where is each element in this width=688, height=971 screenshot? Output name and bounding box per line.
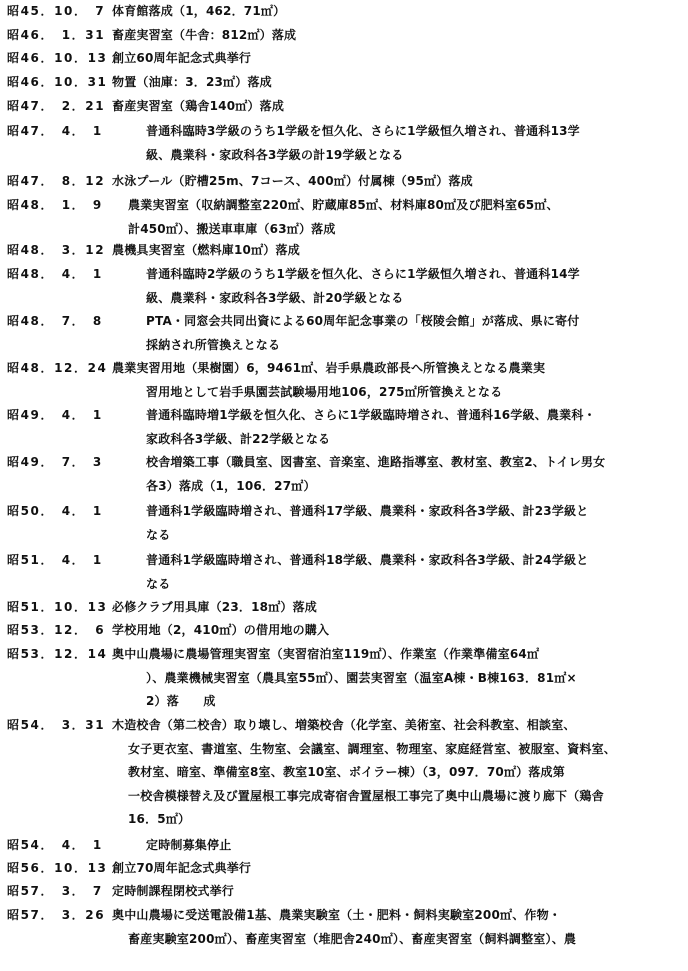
entry-text-line: 普通科臨時増1学級を恒久化、さらに1学級臨時増され、普通科16学級、農業科・ <box>146 408 596 422</box>
entry-date: 昭53．12．14 <box>7 647 108 661</box>
entry-date: 昭48． 7． 8 <box>7 314 103 328</box>
entry-date: 昭47． 2．21 <box>7 99 106 113</box>
entry-text-line: 木造校舎（第二校舎）取り壊し、増築校舎（化学室、美術室、社会科教室、相談室、 <box>112 718 576 732</box>
entry-date: 昭47． 4． 1 <box>7 124 103 138</box>
entry-text-line: 学校用地（2，410㎡）の借用地の購入 <box>112 623 330 637</box>
entry-date: 昭50． 4． 1 <box>7 504 103 518</box>
entry-text-line: 各3）落成（1，106．27㎡） <box>146 478 316 493</box>
entry-date: 昭49． 4． 1 <box>7 408 103 422</box>
entry-text-line: ）、農業機械実習室（農具室55㎡）、園芸実習室（温室A棟・B棟163．81㎡× <box>146 670 577 685</box>
entry-text-line: 普通科1学級臨時増され、普通科18学級、農業科・家政科各3学級、計24学級と <box>146 553 589 567</box>
entry-text-line: 水泳プール（貯槽25m、7コース、400㎡）付属棟（95㎡）落成 <box>112 174 473 188</box>
entry-text-line: 女子更衣室、書道室、生物室、会議室、調理室、物理室、家庭経営室、被服室、資料室、 <box>128 741 617 756</box>
entry-text-line: 必修クラブ用具庫（23．18㎡）落成 <box>112 600 317 614</box>
entry-text-line: 奥中山農場に農場管理実習室（実習宿泊室119㎡）、作業室（作業準備室64㎡ <box>112 647 540 661</box>
entry-date: 昭46．10．13 <box>7 51 108 65</box>
entry-text-line: 定時制課程閉校式挙行 <box>112 884 235 898</box>
entry-text-line: 普通科臨時3学級のうち1学級を恒久化、さらに1学級恒久増され、普通科13学 <box>146 124 580 138</box>
entry-text-line: 2）落 成 <box>146 694 216 708</box>
entry-text-line: 一校舎模様替え及び置屋根工事完成寄宿舎置屋根工事完了奥中山農場に渡り廊下（鶏舎 <box>128 788 604 803</box>
entry-text-line: 農機具実習室（燃料庫10㎡）落成 <box>112 243 300 257</box>
entry-text-line: 採納され所管換えとなる <box>146 337 281 352</box>
entry-date: 昭57． 3． 7 <box>7 884 103 898</box>
entry-text-line: 計450㎡）、搬送車車庫（63㎡）落成 <box>128 221 336 236</box>
entry-text-line: なる <box>146 576 171 591</box>
entry-text-line: 習用地として岩手県園芸試験場用地106，275㎡所管換えとなる <box>146 384 503 399</box>
entry-text-line: 奥中山農場に受送電設備1基、農業実験室（土・肥料・飼料実験室200㎡、作物・ <box>112 908 562 922</box>
entry-date: 昭48． 4． 1 <box>7 267 103 281</box>
entry-text-line: 家政科各3学級、計22学級となる <box>146 431 331 446</box>
entry-text-line: 教材室、暗室、準備室8室、教室10室、ボイラー棟）（3，097．70㎡）落成第 <box>128 765 565 779</box>
entry-date: 昭46． 1．31 <box>7 28 106 42</box>
entry-text-line: 創立60周年記念式典挙行 <box>112 51 252 65</box>
entry-date: 昭56．10．13 <box>7 861 108 875</box>
entry-date: 昭45．10． 7 <box>7 4 106 18</box>
entry-date: 昭48． 3．12 <box>7 243 106 257</box>
entry-text-line: 畜産実習室（牛舎：812㎡）落成 <box>112 28 297 42</box>
entry-text-line: 普通科1学級臨時増され、普通科17学級、農業科・家政科各3学級、計23学級と <box>146 504 589 518</box>
entry-text-line: なる <box>146 527 171 542</box>
entry-text-line: 普通科臨時2学級のうち1学級を恒久化、さらに1学級恒久増され、普通科14学 <box>146 267 580 281</box>
entry-date: 昭54． 3．31 <box>7 718 106 732</box>
entry-text-line: 定時制募集停止 <box>146 838 232 852</box>
entry-date: 昭49． 7． 3 <box>7 455 103 469</box>
entry-text-line: PTA・同窓会共同出資による60周年記念事業の「桜陵会館」が落成、県に寄付 <box>146 314 580 328</box>
entry-text-line: 農業実習用地（果樹園）6，9461㎡、岩手県農政部長へ所管換えとなる農業実 <box>112 361 546 375</box>
entry-date: 昭57． 3．26 <box>7 908 106 922</box>
entry-text-line: 畜産実験室200㎡）、畜産実習室（堆肥舎240㎡）、畜産実習室（飼料調整室）、農 <box>128 931 577 946</box>
entry-date: 昭48． 1． 9 <box>7 198 103 212</box>
entry-text-line: 校舎増築工事（職員室、図書室、音楽室、進路指導室、教材室、教室2、トイレ男女 <box>146 455 606 469</box>
entry-date: 昭54． 4． 1 <box>7 838 103 852</box>
entry-date: 昭51． 4． 1 <box>7 553 103 567</box>
entry-text-line: 畜産実習室（鶏舎140㎡）落成 <box>112 99 285 113</box>
entry-text-line: 物置（油庫：3．23㎡）落成 <box>112 75 272 89</box>
entry-date: 昭46．10．31 <box>7 75 108 89</box>
entry-date: 昭53．12． 6 <box>7 623 106 637</box>
entry-text-line: 級、農業科・家政科各3学級、計20学級となる <box>146 290 404 305</box>
entry-text-line: 16．5㎡） <box>128 812 191 826</box>
entry-text-line: 創立70周年記念式典挙行 <box>112 861 252 875</box>
entry-text-line: 体育館落成（1，462．71㎡） <box>112 4 286 18</box>
entry-text-line: 級、農業科・家政科各3学級の計19学級となる <box>146 147 404 162</box>
entry-date: 昭47． 8．12 <box>7 174 106 188</box>
entry-date: 昭51．10．13 <box>7 600 108 614</box>
entry-text-line: 農業実習室（収納調整室220㎡、貯蔵庫85㎡、材料庫80㎡及び肥料室65㎡、 <box>128 198 559 212</box>
entry-date: 昭48．12．24 <box>7 361 108 375</box>
